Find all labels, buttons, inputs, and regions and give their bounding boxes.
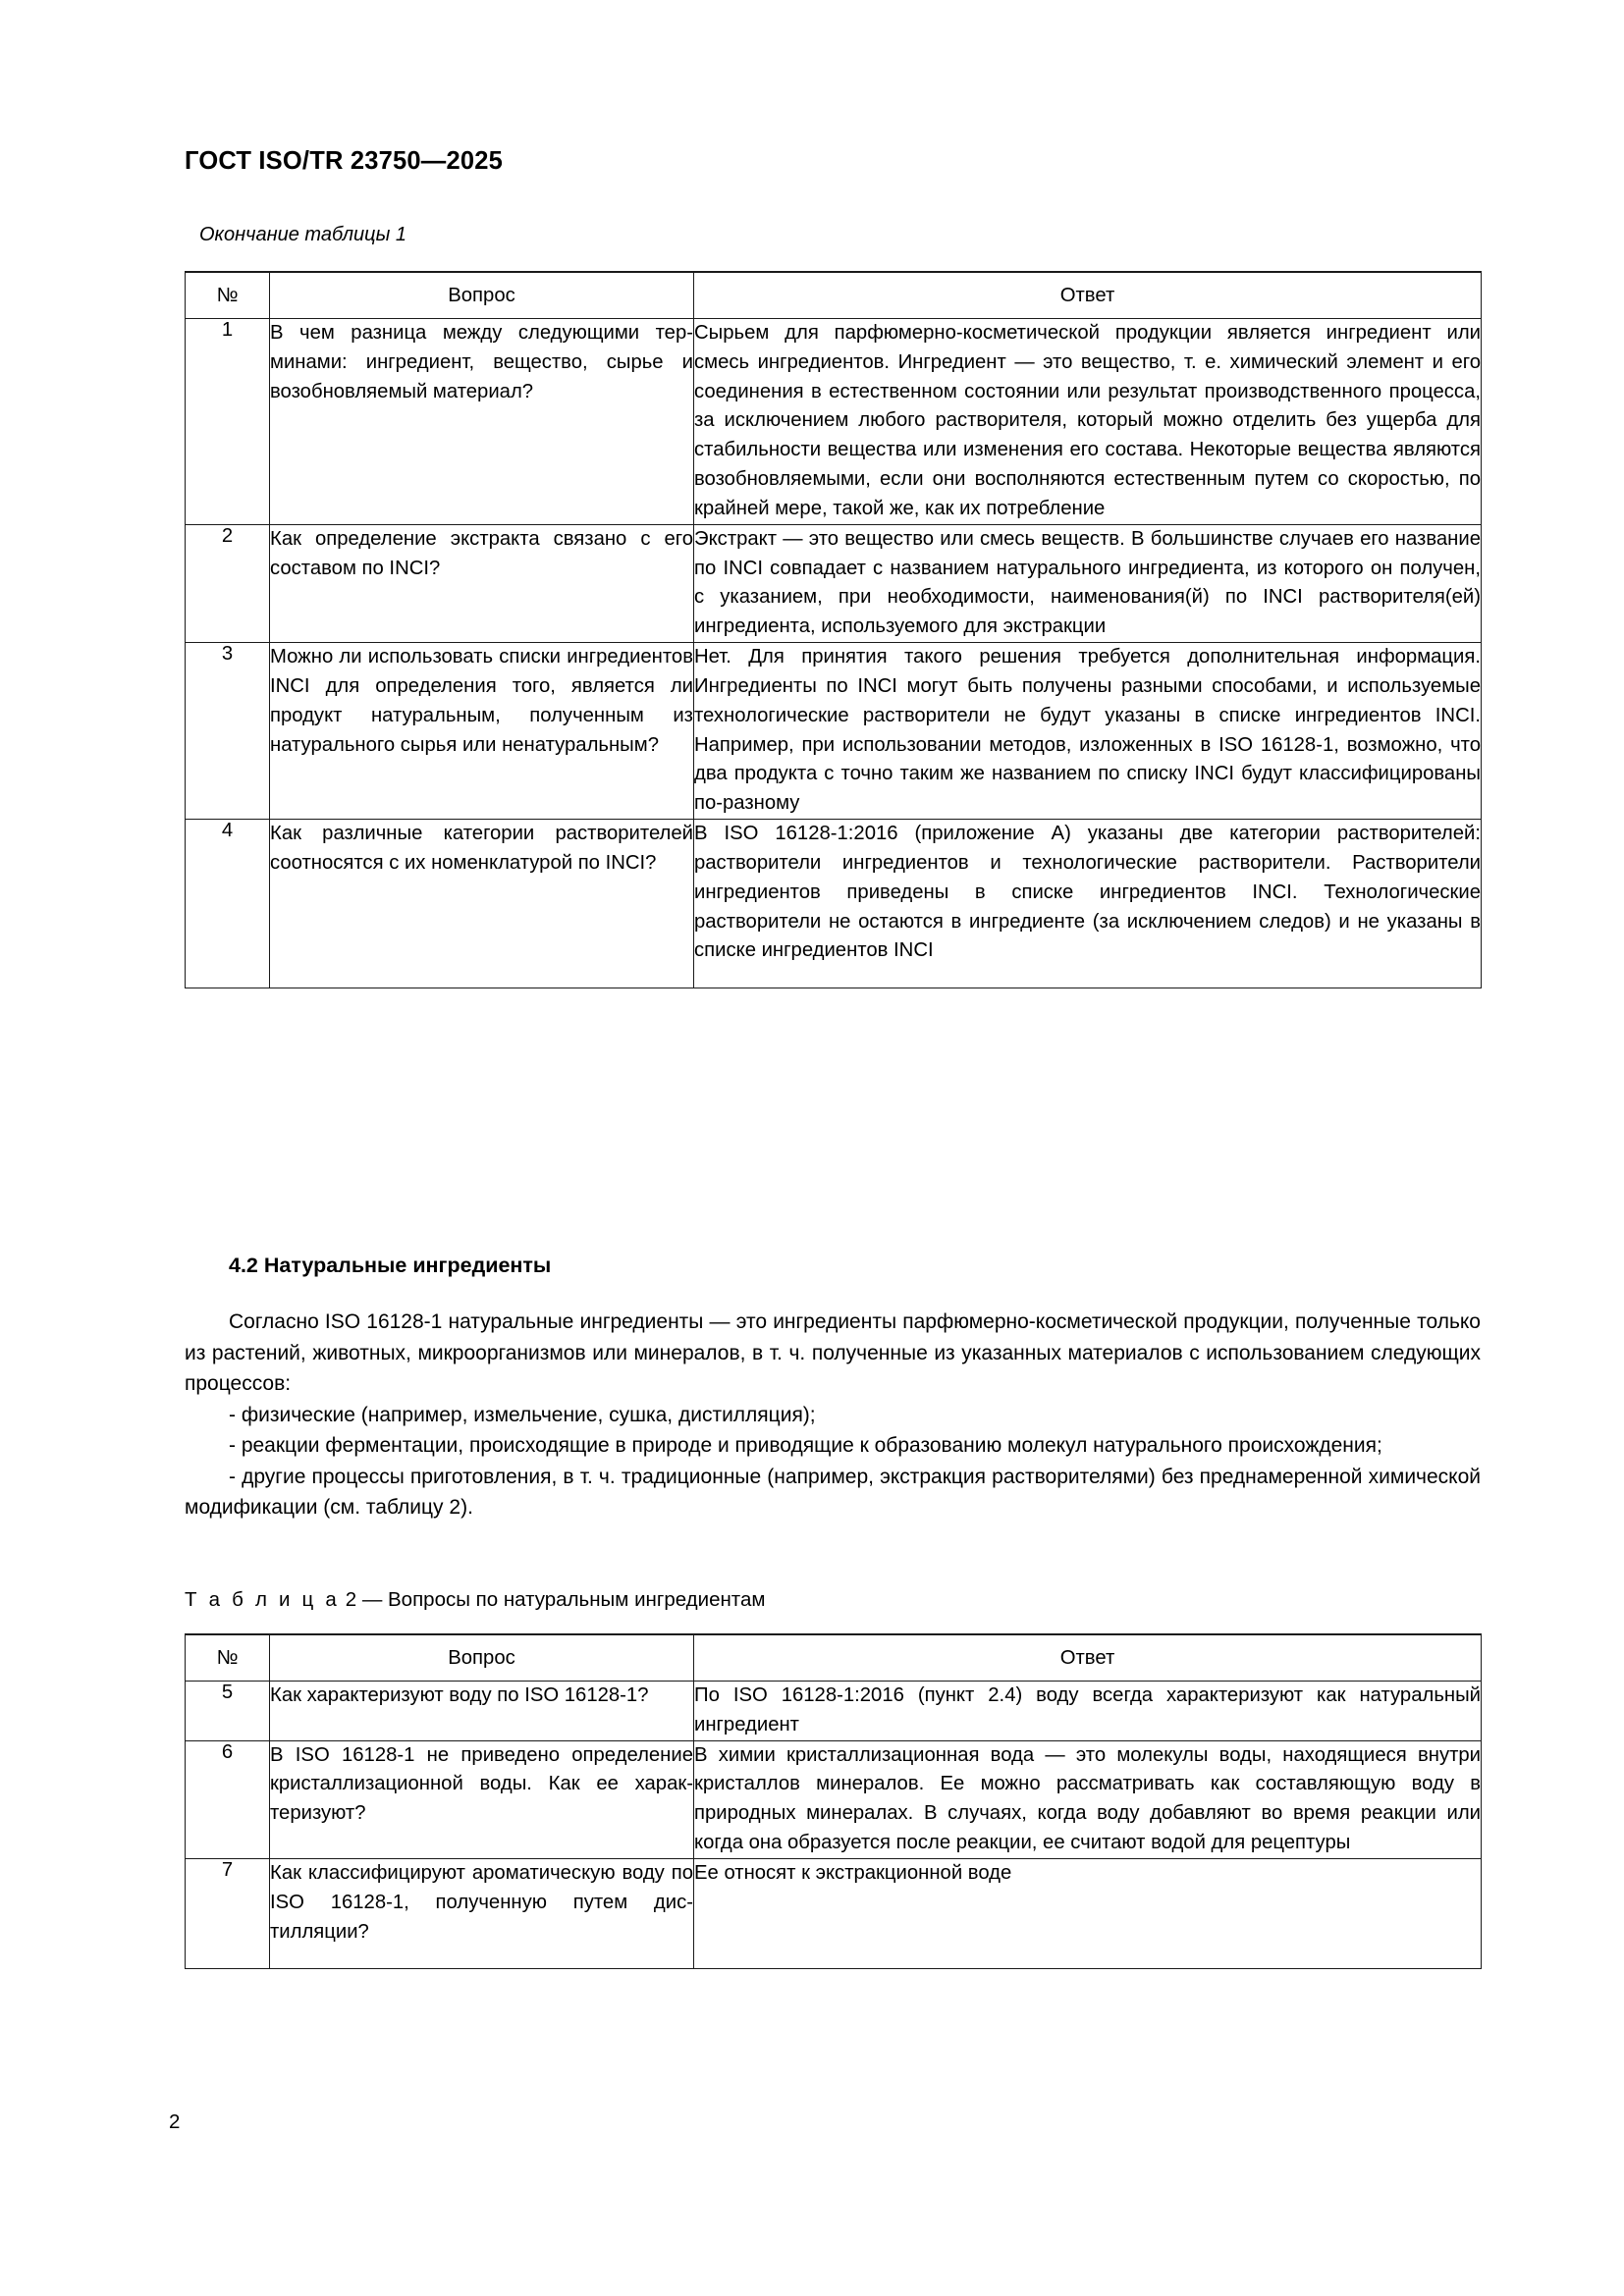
table-row xyxy=(186,820,1482,988)
row-number: 6 xyxy=(186,1740,270,1858)
table-row xyxy=(186,1858,1482,1968)
row-answer: Ее относят к экстракционной воде xyxy=(694,1858,1482,1968)
table1-header-row xyxy=(186,272,1482,319)
table-row xyxy=(186,1740,1482,1858)
row-question: Как различные категории растворителей соотносятся с их номенклатурой по INCI? xyxy=(270,820,694,988)
row-answer: В ISO 16128-1:2016 (приложение А) указаны две категории растворителей: растворители ингредиентов и технологические растворители. Растворители ингредиентов приведены в списке ингредиентов INCI. Технологические растворители не остаются в ингредиенте (за исключением следов) и не указаны в списке ингредиентов INCI xyxy=(694,820,1482,988)
table2-header-row xyxy=(186,1634,1482,1682)
row-answer: В химии кристаллизационная вода — это молекулы воды, находящиеся внутри кристаллов минералов. Ее можно рассматривать как составляющую воду в природных минералах. В случаях, когда воду добавляют во время реакции или когда она образуется после реакции, ее считают водой для рецептуры xyxy=(694,1740,1482,1858)
paragraph-intro: Согласно ISO 16128-1 натуральные ингредиенты — это ингредиенты парфюмерно-косметической продукции, полученные только из растений, животных, микроорганизмов или минералов, в т. ч. полученные из указанных материалов с использованием следующих процессов: xyxy=(185,1310,1481,1395)
row-question: Как характеризуют воду по ISO 16128-1? xyxy=(270,1682,694,1741)
table-1-questions xyxy=(185,271,1482,988)
row-number: 2 xyxy=(186,524,270,642)
row-answer: По ISO 16128-1:2016 (пункт 2.4) воду всегда характеризуют как натуральный ингредиент xyxy=(694,1682,1482,1741)
row-question: В ISO 16128-1 не приведено определение кристаллизационной воды. Как ее характеризуют? xyxy=(270,1740,694,1858)
table2-caption-text: — Вопросы по натуральным ингредиентам xyxy=(361,1588,766,1611)
section-body-text xyxy=(185,1307,1481,1523)
table1-col-question: Вопрос xyxy=(270,272,694,319)
row-number: 4 xyxy=(186,820,270,988)
row-number: 3 xyxy=(186,643,270,820)
row-number: 1 xyxy=(186,319,270,525)
row-question: Как классифицируют ароматическую воду по ISO 16128-1, полученную путем дистилляции? xyxy=(270,1858,694,1968)
section-heading-4-2: 4.2 Натуральные ингредиенты xyxy=(229,1254,552,1277)
row-question: В чем разница между следующими терминами: ингредиент, вещество, сырье и возобновляемый материал? xyxy=(270,319,694,525)
table2-caption xyxy=(185,1588,765,1612)
table-row xyxy=(186,524,1482,642)
list-item-other-processes: - другие процессы приготовления, в т. ч. традиционные (например, экстракция растворителями) без преднамеренной химической модификации (см. таблицу 2). xyxy=(185,1465,1481,1519)
row-number: 5 xyxy=(186,1682,270,1741)
table1-col-answer: Ответ xyxy=(694,272,1482,319)
row-question: Как определение экстракта связано с его составом по INCI? xyxy=(270,524,694,642)
table-row xyxy=(186,319,1482,525)
list-item-fermentation: - реакции ферментации, происходящие в природе и приводящие к образованию молекул натурального происхождения; xyxy=(229,1434,1382,1457)
table-row xyxy=(186,643,1482,820)
table1-col-number: № xyxy=(186,272,270,319)
row-answer: Нет. Для принятия такого решения требуется дополнительная информация. Ингредиенты по INCI могут быть получены разными способами, и используемые технологические растворители не будут указаны в списке ингредиентов INCI. Например, при использовании методов, изложенных в ISO 16128-1, возможно, что два продукта с точно таким же названием по списку INCI будут классифицированы по-разному xyxy=(694,643,1482,820)
table2-col-number: № xyxy=(186,1634,270,1682)
page-number: 2 xyxy=(169,2110,181,2133)
row-answer: Экстракт — это вещество или смесь веществ. В большинстве случаев его название по INCI совпадает с названием натурального ингредиента, из которого он получен, с указанием, при необходимости, наименования(й) по INCI растворителя(ей) ингредиента, используемого для экстракции xyxy=(694,524,1482,642)
table2-col-answer: Ответ xyxy=(694,1634,1482,1682)
row-answer: Сырьем для парфюмерно-косметической продукции является ингредиент или смесь ингредиентов. Ингредиент — это вещество, т. е. химический элемент и его соединения в естественном состоянии или результат производственного процесса, за исключением любого растворителя, который можно отделить без ущерба для стабильности вещества или изменения его состава. Некоторые вещества являются возобновляемыми, если они восполняются естественным путем со скоростью, по крайней мере, такой же, как их потребление xyxy=(694,319,1482,525)
table2-col-question: Вопрос xyxy=(270,1634,694,1682)
table2-caption-number: 2 xyxy=(345,1588,357,1611)
table-2-natural-ingredients xyxy=(185,1633,1482,1969)
row-number: 7 xyxy=(186,1858,270,1968)
row-question: Можно ли использовать списки ингредиентов INCI для определения того, является ли продукт натуральным, полученным из натурального сырья или ненатуральным? xyxy=(270,643,694,820)
table-row xyxy=(186,1682,1482,1741)
table2-caption-label: Т а б л и ц а xyxy=(185,1588,340,1611)
table1-caption: Окончание таблицы 1 xyxy=(199,224,407,245)
document-header-title: ГОСТ ISO/TR 23750—2025 xyxy=(185,147,504,175)
list-item-physical: - физические (например, измельчение, сушка, дистилляция); xyxy=(229,1403,816,1426)
